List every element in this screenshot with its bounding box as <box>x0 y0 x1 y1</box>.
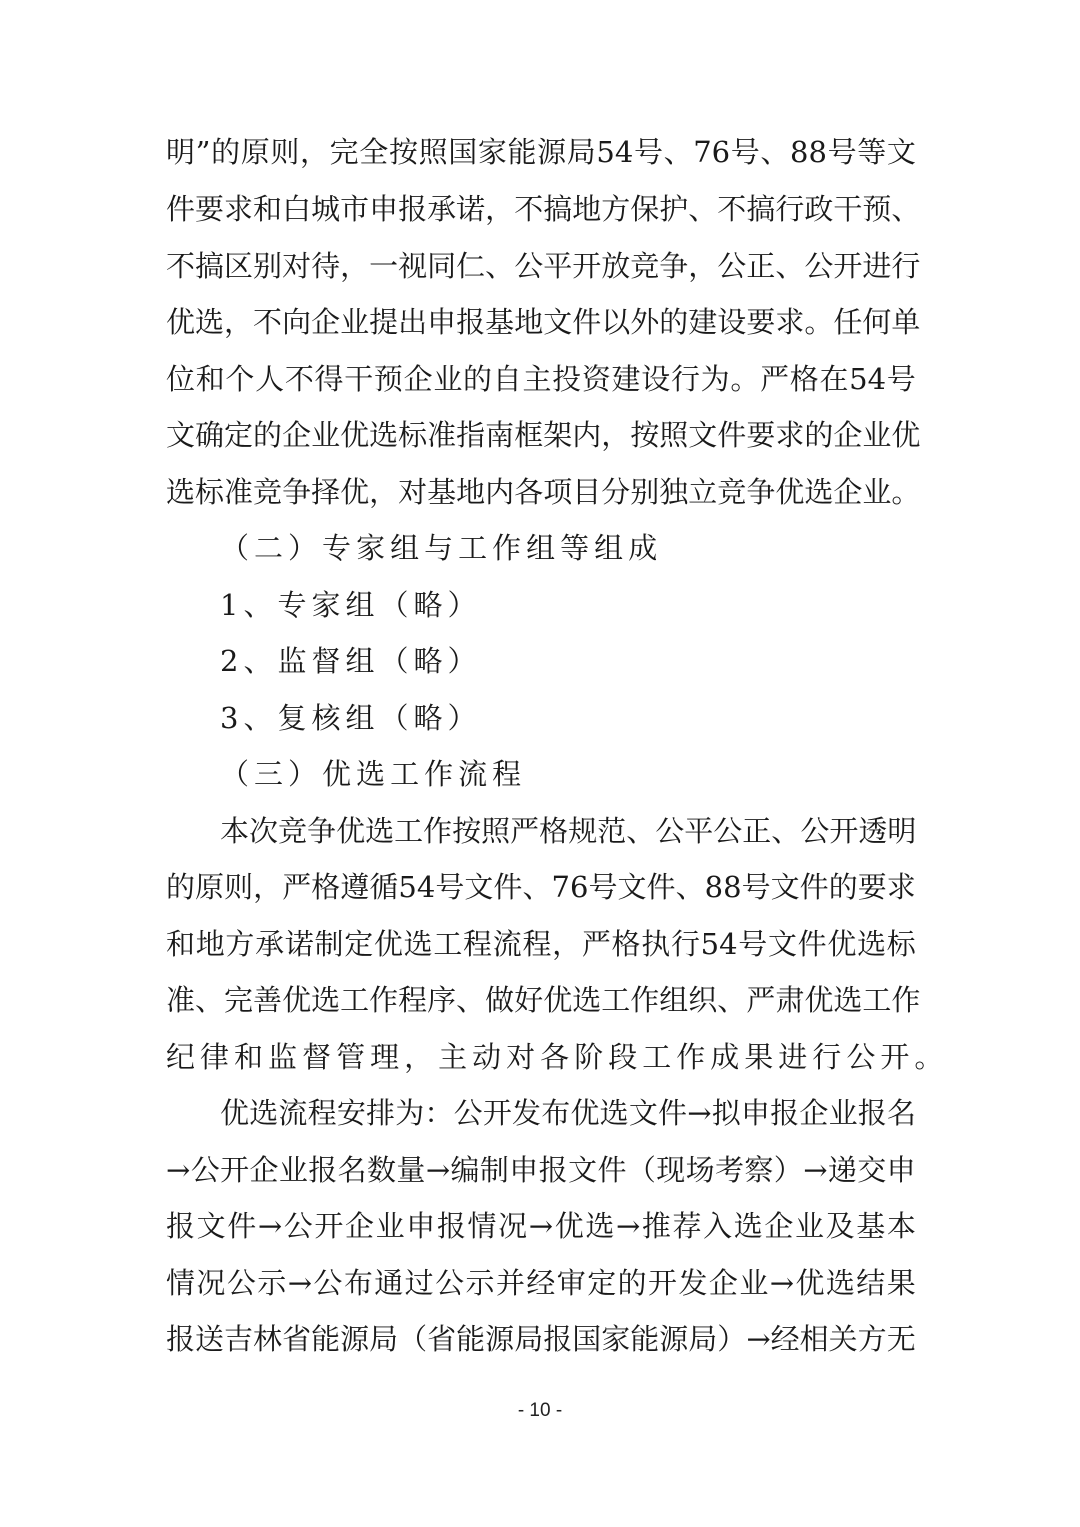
text-line: 情 况 公 示 → 公 布 通 过 公 示 并 经 审 定 的 开 发 企 业 → 优 选 结 果 <box>166 1266 916 1300</box>
text-line: 优 选 流 程 安 排 为 ： 公 开 发 布 优 选 文 件 → 拟 申 报 企 业 报 名 <box>220 1096 916 1130</box>
text-line: 和 地 方 承 诺 制 定 优 选 工 程 流 程 ， 严 格 执 行 54 号 文 件 优 选 标 <box>166 927 916 961</box>
text-line: 2 、 监 督 组 （ 略 ） <box>220 644 477 678</box>
text-line: 文 确 定 的 企 业 优 选 标 准 指 南 框 架 内 ， 按 照 文 件 要 求 的 企 业 优 <box>166 418 921 452</box>
text-line: 的 原 则 ， 严 格 遵 循 54 号 文 件 、 76 号 文 件 、 88 号 文 件 的 要 求 <box>166 870 916 904</box>
text-line: 不 搞 区 别 对 待 ， 一 视 同 仁 、 公 平 开 放 竞 争 ， 公 正 、 公 开 进 行 <box>166 249 921 283</box>
text-line: （ 三 ） 优 选 工 作 流 程 <box>220 757 522 791</box>
text-line: 选 标 准 竞 争 择 优 ， 对 基 地 内 各 项 目 分 别 独 立 竞 争 优 选 企 业 。 <box>166 475 921 509</box>
page-number: - 10 - <box>517 1400 563 1421</box>
text-line: 准 、 完 善 优 选 工 作 程 序 、 做 好 优 选 工 作 组 织 、 严 肃 优 选 工 作 <box>166 983 921 1017</box>
text-line: 明 ” 的 原 则 ， 完 全 按 照 国 家 能 源 局 54 号 、 76 号 、 88 号 等 文 <box>166 135 916 169</box>
text-line: 报 文 件 → 公 开 企 业 申 报 情 况 → 优 选 → 推 荐 入 选 企 业 及 基 本 <box>166 1209 916 1243</box>
text-line: 3 、 复 核 组 （ 略 ） <box>220 701 477 735</box>
text-line: 纪 律 和 监 督 管 理 ， 主 动 对 各 阶 段 工 作 成 果 进 行 公 开 。 <box>166 1040 944 1074</box>
text-line: （ 二 ） 专 家 组 与 工 作 组 等 组 成 <box>220 531 658 565</box>
text-line: 件 要 求 和 白 城 市 申 报 承 诺 ， 不 搞 地 方 保 护 、 不 搞 行 政 干 预 、 <box>166 192 921 226</box>
text-line: 本 次 竞 争 优 选 工 作 按 照 严 格 规 范 、 公 平 公 正 、 公 开 透 明 <box>220 814 917 848</box>
text-line: 1 、 专 家 组 （ 略 ） <box>220 588 477 622</box>
text-line: → 公 开 企 业 报 名 数 量 → 编 制 申 报 文 件 （ 现 场 考 察 ） → 递 交 申 <box>166 1153 916 1187</box>
text-line: 优 选 ， 不 向 企 业 提 出 申 报 基 地 文 件 以 外 的 建 设 要 求 。 任 何 单 <box>166 305 921 339</box>
text-line: 位 和 个 人 不 得 干 预 企 业 的 自 主 投 资 建 设 行 为 。 严 格 在 54 号 <box>166 362 916 396</box>
text-line: 报 送 吉 林 省 能 源 局 （ 省 能 源 局 报 国 家 能 源 局 ） → 经 相 关 方 无 <box>166 1322 916 1356</box>
